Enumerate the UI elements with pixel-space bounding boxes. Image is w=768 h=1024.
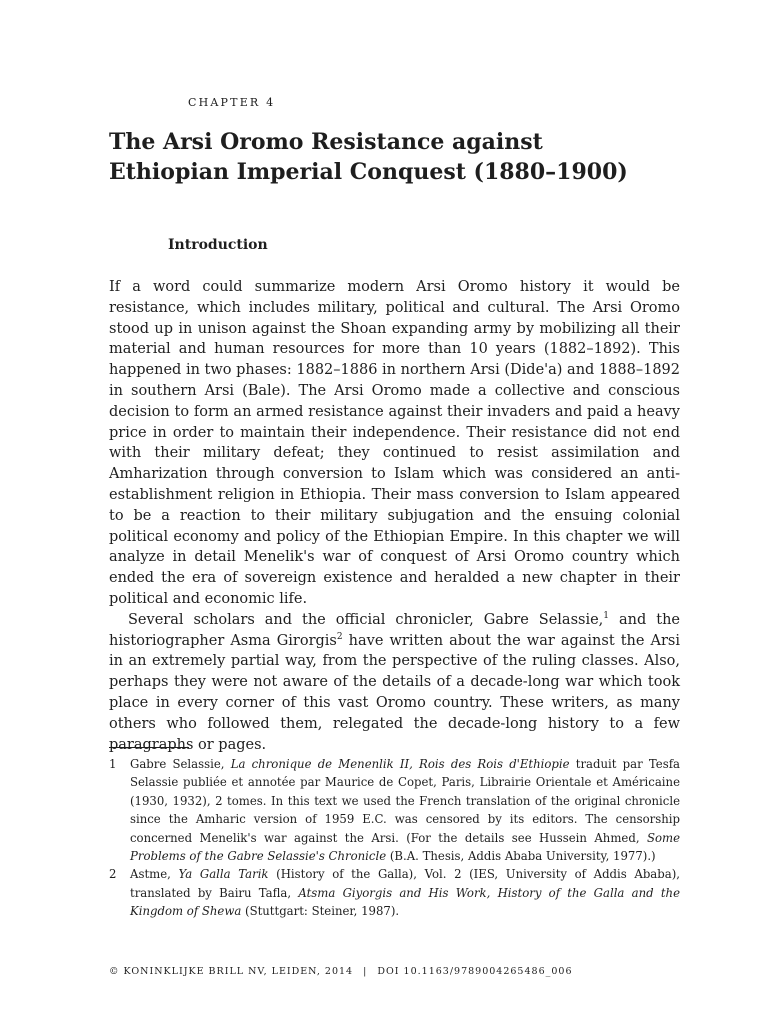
footnote-number: 1 (109, 757, 117, 771)
section-heading: Introduction (168, 237, 268, 253)
footer-separator: | (363, 966, 368, 977)
footnote-ref[interactable]: 2 (336, 631, 343, 642)
text-run: (Stuttgart: Steiner, 1987). (241, 904, 400, 919)
text-run: Gabre Selassie, (130, 757, 231, 771)
footnote (109, 755, 680, 865)
chapter-title: The Arsi Oromo Resistance against Ethiopian Imperial Conquest (1880–1900) (109, 129, 628, 185)
footnote-text (130, 865, 680, 920)
text-run: (History of the Galla), Vol. 2 (IES, University of Addis Ababa), translated by Bairu Tafla, (130, 867, 681, 900)
publisher-line: KONINKLIJKE BRILL NV, LEIDEN, 2014 (123, 966, 354, 977)
footnote-number: 2 (109, 867, 117, 882)
footnote (109, 865, 680, 920)
footnote-text (130, 755, 680, 865)
text-run: and the historiographer Asma Girorgis (109, 611, 681, 649)
footnote-ref[interactable]: 1 (603, 610, 610, 621)
chapter-label: CHAPTER 4 (188, 96, 276, 109)
copyright-symbol: © (109, 966, 120, 977)
text-run: Astme, (130, 867, 179, 882)
text-run: have written about the war against the Arsi in an extremely partial way, from the perspective of the ruling classes. Also, perhaps they were not aware of the details of a decade-long war which took place in every corner of this vast Oromo country. These writers, as many others who followed them, relegated the decade-long history to a few paragraphs or pages. (109, 632, 680, 753)
italic-title: La chronique de Menenlik II, Rois des Rois d'Ethiopie (230, 757, 570, 771)
doi-link[interactable]: DOI 10.1163/9789004265486_006 (377, 966, 573, 977)
text-run: Several scholars and the official chronicler, Gabre Selassie, (128, 611, 604, 628)
italic-title: Ya Galla Tarik (178, 867, 269, 882)
text-run: (B.A. Thesis, Addis Ababa University, 1977).) (386, 849, 656, 864)
text-run: traduit par Tesfa Selassie publiée et annotée par Maurice de Copet, Paris, Librairie Orientale et Américaine (1930, 1932), 2 tomes. In this text we used the French translation of the original chronicle since the Amharic version of 1959 E.C. was censored by its editors. The censorship concerned Menelik's war against the Arsi. (For the details see Hussein Ahmed, (130, 757, 680, 845)
page-footer (109, 966, 680, 977)
italic-title: Atsma Giyorgis and His Work, History of the Galla and the Kingdom of Shewa (130, 885, 680, 919)
footnotes (109, 755, 680, 921)
footnote-divider (109, 747, 189, 748)
body-text (109, 277, 680, 755)
italic-title: Some Problems of the Gabre Selassie's Chronicle (130, 830, 680, 864)
paragraph (109, 610, 680, 756)
paragraph: If a word could summarize modern Arsi Oromo history it would be resistance, which includes military, political and cultural. The Arsi Oromo stood up in unison against the Shoan expanding army by mobilizing all their material and human resources for more than 10 years (1882–1892). This happened in two phases: 1882–1886 in northern Arsi (Dide'a) and 1888–1892 in southern Arsi (Bale). The Arsi Oromo made a collective and conscious decision to form an armed resistance against their invaders and paid a heavy price in order to maintain their independence. Their resistance did not end with their military defeat; they continued to resist assimilation and Amharization through conversion to Islam which was considered an anti-establishment religion in Ethiopia. Their mass conversion to Islam appeared to be a reaction to their military subjugation and the ensuing colonial political economy and policy of the Ethiopian Empire. In this chapter we will analyze in detail Menelik's war of conquest of Arsi Oromo country which ended the era of sovereign existence and heralded a new chapter in their political and economic life. (109, 279, 680, 607)
